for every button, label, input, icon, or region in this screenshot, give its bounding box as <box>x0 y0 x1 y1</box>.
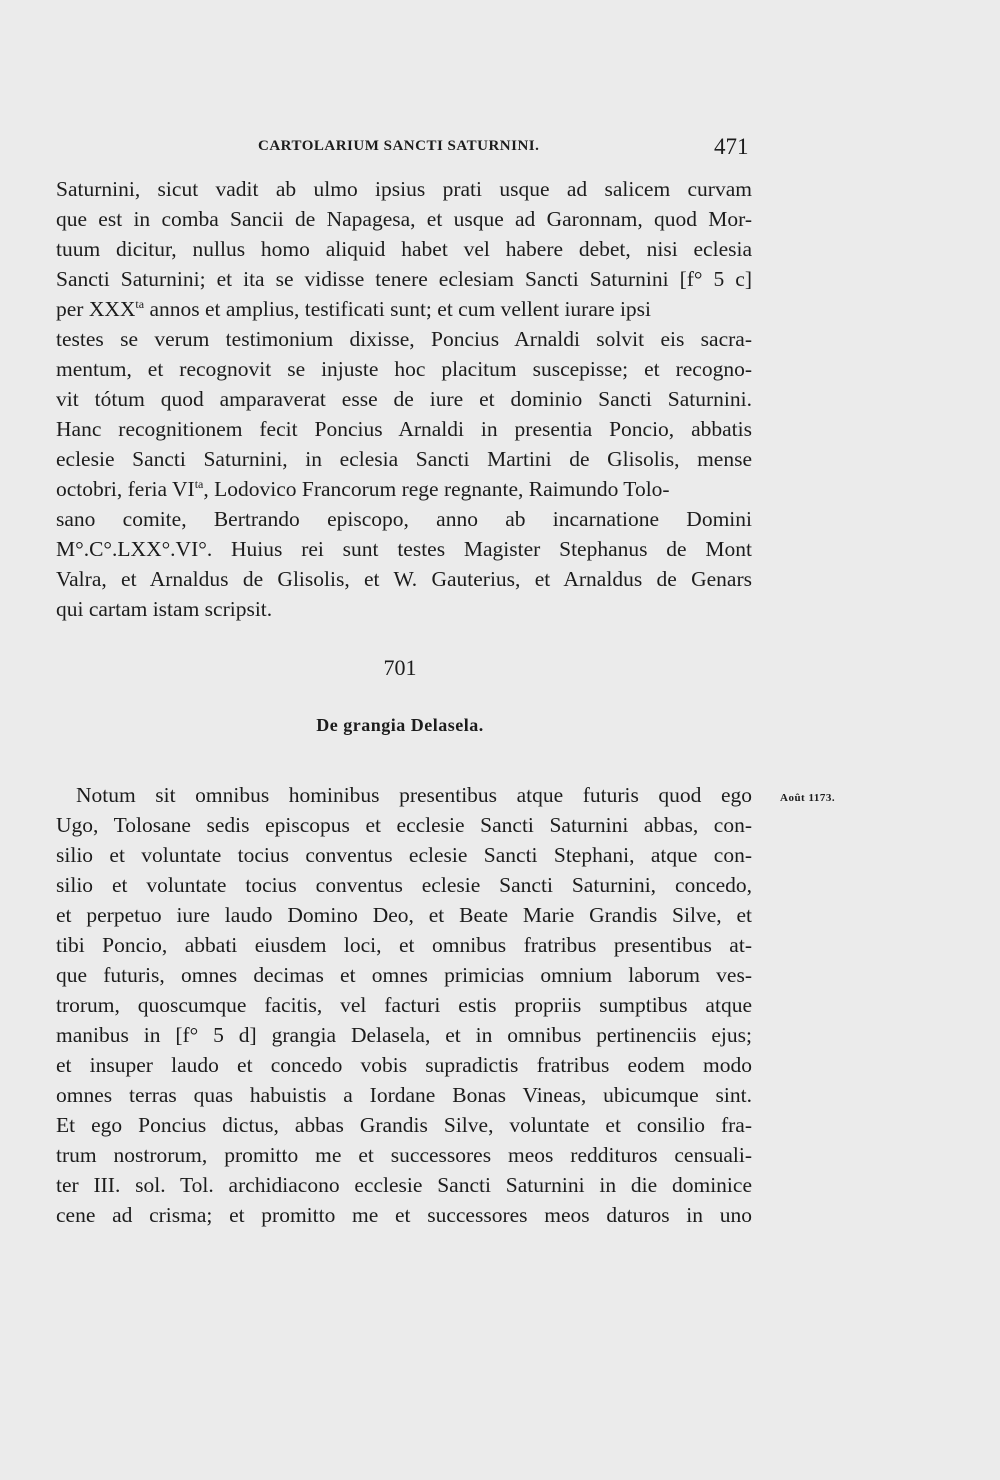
text-line: Saturnini, sicut vadit ab ulmo ipsius prati usque ad salicem curvam <box>56 177 752 201</box>
text-span: annos et amplius, testificati sunt; et cum vellent iurare ipsi <box>149 297 652 321</box>
text-line: sano comite, Bertrando episcopo, anno ab incarnatione Domini <box>56 507 752 531</box>
text-line: et perpetuo iure laudo Domino Deo, et Beate Marie Grandis Silve, et <box>56 903 752 927</box>
text-line: Sancti Saturnini; et ita se vidisse tenere eclesiam Sancti Saturnini [f° 5 c] <box>56 267 752 291</box>
text-line: omnes terras quas habuistis a Iordane Bonas Vineas, ubicumque sint. <box>56 1083 752 1107</box>
page-number: 471 <box>714 134 749 159</box>
text-line: et insuper laudo et concedo vobis supradictis fratribus eodem modo <box>56 1053 752 1077</box>
text-line: eclesie Sancti Saturnini, in eclesia Sancti Martini de Glisolis, mense <box>56 447 752 471</box>
superscript: ta <box>194 476 204 491</box>
text-line: Hanc recognitionem fecit Poncius Arnaldi in presentia Poncio, abbatis <box>56 417 752 441</box>
text-span: per XXX <box>56 297 136 321</box>
text-line: trorum, quoscumque facitis, vel facturi estis propriis sumptibus atque <box>56 993 752 1017</box>
text-line: manibus in [f° 5 d] grangia Delasela, et in omnibus pertinenciis ejus; <box>56 1023 752 1047</box>
text-line: Valra, et Arnaldus de Glisolis, et W. Gauterius, et Arnaldus de Genars <box>56 567 752 591</box>
entry-number: 701 <box>383 655 417 680</box>
text-line: tibi Poncio, abbati eiusdem loci, et omnibus fratribus presentibus at- <box>56 933 752 957</box>
text-span: , Lodovico Francorum rege regnante, Raimundo Tolo- <box>203 477 670 501</box>
text-line: tuum dicitur, nullus homo aliquid habet vel habere debet, nisi eclesia <box>56 237 752 261</box>
text-line: ter III. sol. Tol. archidiacono ecclesie Sancti Saturnini in die dominice <box>56 1173 752 1197</box>
superscript: ta <box>135 296 145 311</box>
text-line: silio et voluntate tocius conventus eclesie Sancti Saturnini, concedo, <box>56 873 752 897</box>
text-span: octobri, feria VI <box>56 477 195 501</box>
text-line: mentum, et recognovit se injuste hoc placitum suscepisse; et recogno- <box>56 357 752 381</box>
text-line: M°.C°.LXX°.VI°. Huius rei sunt testes Magister Stephanus de Mont <box>56 537 752 561</box>
margin-date: Août 1173. <box>780 792 836 804</box>
text-line: Notum sit omnibus hominibus presentibus atque futuris quod ego <box>76 783 752 807</box>
text-line: qui cartam istam scripsit. <box>56 597 273 621</box>
text-line: Et ego Poncius dictus, abbas Grandis Silve, voluntate et consilio fra- <box>56 1113 752 1137</box>
text-line: trum nostrorum, promitto me et successores meos reddituros censuali- <box>56 1143 752 1167</box>
text-line: testes se verum testimonium dixisse, Poncius Arnaldi solvit eis sacra- <box>56 327 752 351</box>
text-line: vit tótum quod amparaverat esse de iure et dominio Sancti Saturnini. <box>56 387 752 411</box>
text-line <box>56 294 752 324</box>
text-line: que est in comba Sancii de Napagesa, et usque ad Garonnam, quod Mor- <box>56 207 752 231</box>
text-line: que futuris, omnes decimas et omnes primicias omnium laborum ves- <box>56 963 752 987</box>
entry-title: De grangia Delasela. <box>316 715 484 735</box>
text-line: cene ad crisma; et promitto me et successores meos daturos in uno <box>56 1203 752 1227</box>
text-line: silio et voluntate tocius conventus eclesie Sancti Stephani, atque con- <box>56 843 752 867</box>
running-title: CARTOLARIUM SANCTI SATURNINI. <box>258 138 540 154</box>
text-line <box>56 474 752 504</box>
text-line: Ugo, Tolosane sedis episcopus et ecclesie Sancti Saturnini abbas, con- <box>56 813 752 837</box>
